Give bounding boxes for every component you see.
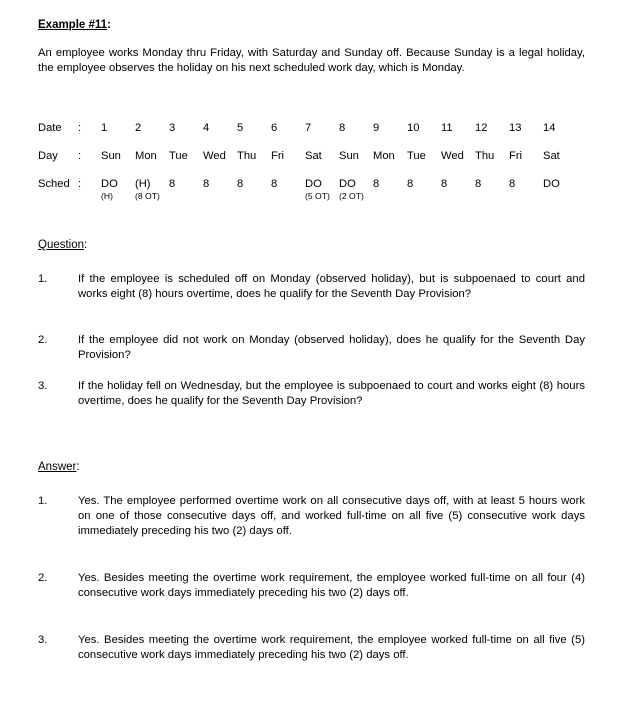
sched-cell xyxy=(407,178,441,208)
date-cell: 7 xyxy=(305,122,312,134)
answer-item xyxy=(38,633,585,663)
question-heading xyxy=(38,238,87,252)
answer-heading-colon: : xyxy=(76,461,80,473)
table-row-day xyxy=(38,150,577,178)
sched-cell xyxy=(169,178,203,208)
day-cell: Tue xyxy=(169,150,188,162)
question-item-number: 2. xyxy=(38,334,48,346)
row-label-sched: Sched xyxy=(38,178,70,190)
table-row-sched xyxy=(38,178,577,208)
sched-cell xyxy=(475,178,509,208)
date-cell: 14 xyxy=(543,122,556,134)
question-heading-text: Question xyxy=(38,239,85,251)
day-cell: Wed xyxy=(203,150,226,162)
sched-cell-main: DO xyxy=(339,178,356,190)
sched-cell xyxy=(305,178,339,208)
sched-cell-sub: (H) xyxy=(101,191,113,201)
day-cell: Fri xyxy=(271,150,285,162)
question-item-number: 1. xyxy=(38,273,48,285)
day-cell: Sun xyxy=(339,150,359,162)
date-cell: 2 xyxy=(135,122,142,134)
sched-cell xyxy=(339,178,373,208)
sched-cell-main: 8 xyxy=(271,178,278,190)
sched-cell-main: 8 xyxy=(407,178,414,190)
date-cell: 6 xyxy=(271,122,278,134)
sched-cell xyxy=(373,178,407,208)
question-item-text: If the holiday fell on Wednesday, but the employee is subpoenaed to court and works eight (8) hours overtime, does he qualify for the Seventh Day Provision? xyxy=(78,380,585,408)
sched-cell xyxy=(203,178,237,208)
day-cell: Sat xyxy=(305,150,322,162)
date-cell: 11 xyxy=(441,122,453,134)
row-label-date: Date xyxy=(38,122,62,134)
answer-item xyxy=(38,571,585,601)
table-row-date xyxy=(38,122,577,150)
answer-item-number: 3. xyxy=(38,634,48,646)
date-cell: 13 xyxy=(509,122,522,134)
row-colon-sched: : xyxy=(78,178,82,190)
day-cell: Mon xyxy=(373,150,395,162)
sched-cell xyxy=(101,178,135,208)
page-title-text: Example #11 xyxy=(38,19,108,31)
answer-item-text: Yes. Besides meeting the overtime work requirement, the employee worked full-time on all five (5) consecutive work days immediately preceding his two (2) days off. xyxy=(78,634,585,662)
sched-cell xyxy=(237,178,271,208)
sched-cell-main: DO xyxy=(543,178,560,190)
sched-cell-main: 8 xyxy=(441,178,448,190)
date-cell: 5 xyxy=(237,122,244,134)
date-cell: 4 xyxy=(203,122,210,134)
sched-cell-main: 8 xyxy=(169,178,176,190)
question-item xyxy=(38,379,585,409)
sched-cell-main: (H) xyxy=(135,178,151,190)
answer-item-text: Yes. Besides meeting the overtime work requirement, the employee worked full-time on all four (4) consecutive work days immediately preceding his two (2) days off. xyxy=(78,572,585,600)
schedule-table xyxy=(38,122,577,208)
date-cell: 1 xyxy=(101,122,108,134)
sched-cell xyxy=(543,178,577,208)
row-label-day: Day xyxy=(38,150,58,162)
day-cell: Tue xyxy=(407,150,426,162)
answer-item-number: 1. xyxy=(38,495,48,507)
sched-cell-sub: (5 OT) xyxy=(305,191,330,201)
date-cell: 9 xyxy=(373,122,380,134)
page-title xyxy=(38,18,111,32)
sched-cell-main: DO xyxy=(305,178,322,190)
date-cell: 8 xyxy=(339,122,346,134)
date-cell: 12 xyxy=(475,122,488,134)
question-heading-colon: : xyxy=(84,239,88,251)
day-cell: Thu xyxy=(237,150,257,162)
sched-cell-main: 8 xyxy=(237,178,244,190)
sched-cell xyxy=(271,178,305,208)
question-item-number: 3. xyxy=(38,380,48,392)
answer-item-text: Yes. The employee performed overtime work on all consecutive days off, with at least 5 hours work on one of those consecutive days off, and worked full-time on all five (5) consecutive work days immediately preceding his two (2) days off. xyxy=(78,495,585,538)
sched-cell xyxy=(441,178,475,208)
question-item xyxy=(38,272,585,302)
row-colon-date: : xyxy=(78,122,82,134)
intro-paragraph: An employee works Monday thru Friday, with Saturday and Sunday off. Because Sunday is a legal holiday, the employee observes the holiday on his next scheduled work day, which is Monday. xyxy=(38,47,585,75)
answer-item xyxy=(38,494,585,540)
sched-cell-main: 8 xyxy=(373,178,380,190)
answer-item-number: 2. xyxy=(38,572,48,584)
sched-cell xyxy=(509,178,543,208)
day-cell: Sat xyxy=(543,150,560,162)
date-cell: 10 xyxy=(407,122,420,134)
sched-cell-sub: (2 OT) xyxy=(339,191,364,201)
day-cell: Fri xyxy=(509,150,523,162)
sched-cell-sub: (8 OT) xyxy=(135,191,160,201)
page-title-colon: : xyxy=(107,19,111,31)
sched-cell-main: DO xyxy=(101,178,118,190)
day-cell: Wed xyxy=(441,150,464,162)
sched-cell xyxy=(135,178,169,208)
date-cell: 3 xyxy=(169,122,176,134)
day-cell: Thu xyxy=(475,150,495,162)
sched-cell-main: 8 xyxy=(509,178,516,190)
question-item-text: If the employee is scheduled off on Monday (observed holiday), but is subpoenaed to court and works eight (8) hours overtime, does he qualify for the Seventh Day Provision? xyxy=(78,273,585,301)
day-cell: Sun xyxy=(101,150,121,162)
day-cell: Mon xyxy=(135,150,157,162)
question-item-text: If the employee did not work on Monday (observed holiday), does he qualify for the Seventh Day Provision? xyxy=(78,334,585,362)
answer-heading xyxy=(38,460,80,474)
question-item xyxy=(38,333,585,363)
sched-cell-main: 8 xyxy=(475,178,482,190)
sched-cell-main: 8 xyxy=(203,178,210,190)
answer-heading-text: Answer xyxy=(38,461,77,473)
row-colon-day: : xyxy=(78,150,82,162)
